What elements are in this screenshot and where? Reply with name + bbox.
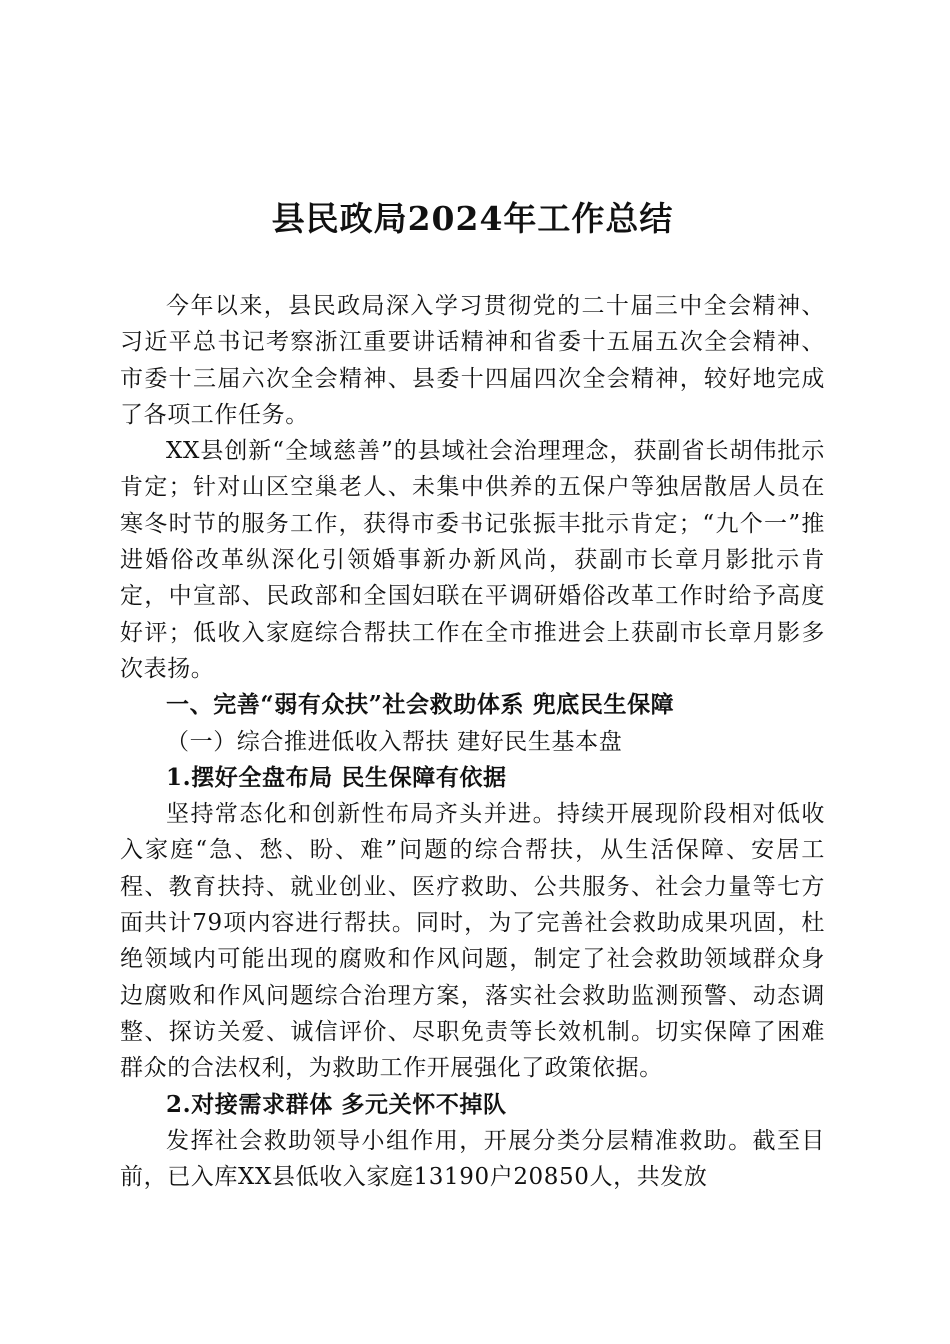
section-heading: 一、完善“弱有众扶”社会救助体系 兜底民生保障 <box>166 691 675 719</box>
item-heading-2: 2.对接需求群体 多元关怀不掉队 <box>166 1090 507 1118</box>
subsection-heading: （一）综合推进低收入帮扶 建好民生基本盘 <box>166 728 623 755</box>
item-paragraph-1: 坚持常态化和创新性布局齐头并进。持续开展现阶段相对低收入家庭“急、愁、盼、难”问题的综合帮扶，从生活保障、安居工程、教育扶持、就业创业、医疗救助、公共服务、社会力量等七方面共计79项内容进行帮扶。同时，为了完善社会救助成果巩固，杜绝领域内可能出现的腐败和作风问题，制定了社会救助领域群众身边腐败和作风问题综合治理方案，落实社会救助监测预警、动态调整、探访关爱、诚信评价、尽职免责等长效机制。切实保障了困难群众的合法权利，为救助工作开展强化了政策依据。 <box>120 801 825 1082</box>
achievements-paragraph: XX县创新“全域慈善”的县域社会治理理念，获副省长胡伟批示肯定；针对山区空巢老人、未集中供养的五保户等独居散居人员在寒冬时节的服务工作，获得市委书记张振丰批示肯定；“九个一”推进婚俗改革纵深化引领婚事新办新风尚，获副市长章月影批示肯定，中宣部、民政部和全国妇联在平调研婚俗改革工作时给予高度好评；低收入家庭综合帮扶工作在全市推进会上获副市长章月影多次表扬。 <box>120 438 825 682</box>
intro-paragraph: 今年以来，县民政局深入学习贯彻党的二十届三中全会精神、习近平总书记考察浙江重要讲话精神和省委十五届五次全会精神、市委十三届六次全会精神、县委十四届四次全会精神，较好地完成了各项工作任务。 <box>120 293 825 428</box>
document-title: 县民政局2024年工作总结 <box>271 199 674 238</box>
item-paragraph-2: 发挥社会救助领导小组作用，开展分类分层精准救助。截至目前，已入库XX县低收入家庭13190户20850人，共发放 <box>120 1127 825 1191</box>
document-body <box>120 288 825 1195</box>
item-heading-1: 1.摆好全盘布局 民生保障有依据 <box>166 763 507 791</box>
